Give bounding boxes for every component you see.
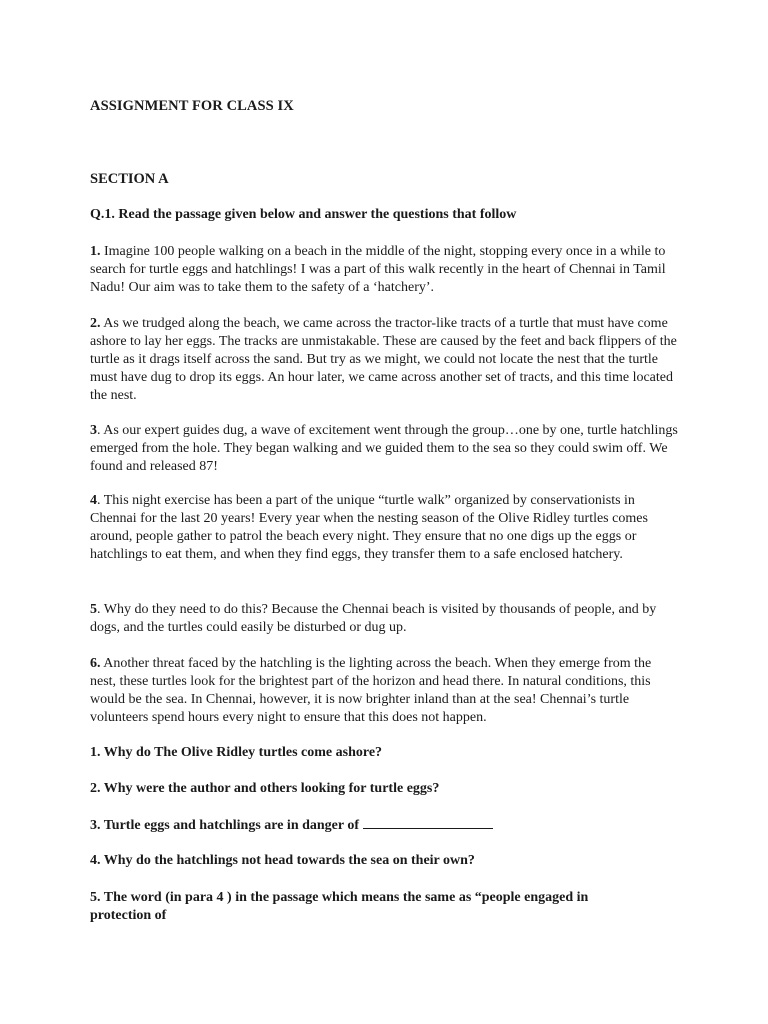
question-instruction: Q.1. Read the passage given below and answer the questions that follow (90, 207, 517, 222)
paragraph-number: 3 (90, 423, 97, 438)
paragraph-4 (90, 492, 678, 564)
question-3 (90, 816, 650, 835)
paragraph-number: 4 (90, 493, 97, 508)
question-5: 5. The word (in para 4 ) in the passage which means the same as “people engaged in protection of (90, 890, 589, 923)
question-4: 4. Why do the hatchlings not head towards the sea on their own? (90, 853, 475, 868)
paragraph-number: 2. (90, 316, 101, 331)
paragraph-1 (90, 243, 678, 297)
assignment-title: ASSIGNMENT FOR CLASS IX (90, 98, 294, 114)
question-2: 2. Why were the author and others looking for turtle eggs? (90, 781, 440, 796)
paragraph-number: 6. (90, 656, 101, 671)
paragraph-5 (90, 601, 678, 637)
answer-blank (363, 816, 493, 829)
question-3-text: 3. Turtle eggs and hatchlings are in danger of (90, 818, 360, 833)
question-1: 1. Why do The Olive Ridley turtles come ashore? (90, 745, 383, 760)
paragraph-number: 1. (90, 244, 101, 259)
section-heading: SECTION A (90, 171, 169, 187)
paragraph-text: . As our expert guides dug, a wave of excitement went through the group…one by one, turtle hatchlings emerged from the hole. They began walking and we guided them to the sea so they could swim off. We found and released 87! (90, 423, 678, 474)
paragraph-text: Imagine 100 people walking on a beach in the middle of the night, stopping every once in a while to search for turtle eggs and hatchlings! I was a part of this walk recently in the heart of Chennai in Tamil Nadu! Our aim was to take them to the safety of a ‘hatchery’. (90, 244, 666, 295)
paragraph-text: Another threat faced by the hatchling is the lighting across the beach. When they emerge from the nest, these turtles look for the brightest part of the horizon and head there. In natural conditions, this would be the sea. In Chennai, however, it is now brighter inland than at the sea! Chennai’s turtle volunteers spend hours every night to ensure that this does not happen. (90, 656, 652, 725)
paragraph-text: As we trudged along the beach, we came across the tractor-like tracts of a turtle that must have come ashore to lay her eggs. The tracks are unmistakable. These are caused by the feet and back flippers of the turtle as it drags itself across the sand. But try as we might, we could not locate the nest that the turtle must have dug to drop its eggs. An hour later, we came across another set of tracts, and this time located the nest. (90, 316, 677, 403)
paragraph-number: 5 (90, 602, 97, 617)
paragraph-6 (90, 655, 678, 727)
paragraph-3 (90, 422, 678, 476)
paragraph-text: . Why do they need to do this? Because the Chennai beach is visited by thousands of people, and by dogs, and the turtles could easily be disturbed or dug up. (90, 602, 657, 635)
paragraph-text: . This night exercise has been a part of the unique “turtle walk” organized by conservationists in Chennai for the last 20 years! Every year when the nesting season of the Olive Ridley turtles comes around, people gather to patrol the beach every night. They ensure that no one digs up the eggs or hatchlings to eat them, and when they find eggs, they transfer them to a safe enclosed hatchery. (90, 493, 648, 562)
paragraph-2 (90, 315, 678, 405)
